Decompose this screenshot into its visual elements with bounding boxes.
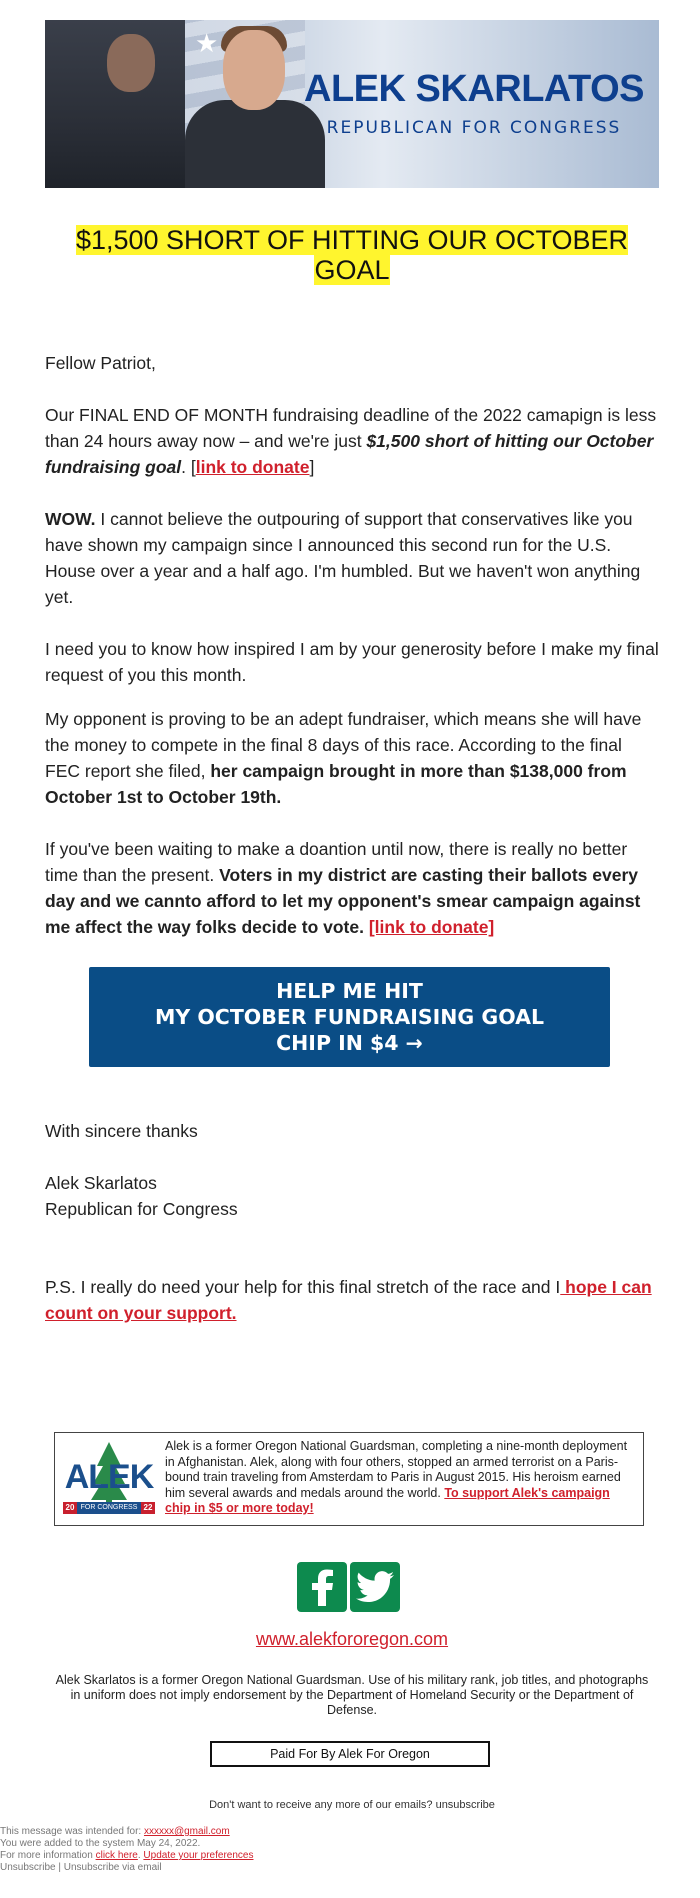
- twitter-button[interactable]: [350, 1562, 400, 1612]
- bio-link[interactable]: To support Alek's campaign chip in $5 or more today!: [165, 1485, 610, 1515]
- campaign-logo: [63, 1440, 155, 1520]
- voters-text: If you've been waiting to make a doantion until now, there is really no better time than the present.: [45, 839, 628, 885]
- headline: [45, 225, 659, 285]
- deadline-punct: . [: [181, 457, 196, 477]
- bio-text: [165, 1439, 635, 1517]
- deadline-emphasis: $1,500 short of hitting our October fundraising goal: [45, 431, 654, 477]
- disclaimer: Alek Skarlatos is a former Oregon National Guardsman. Use of his military rank, job titles, and photographs in uniform does not imply endorsement by the Department of Homeland Security or the Department of Defense.: [55, 1673, 649, 1717]
- star-icon: ★: [195, 28, 219, 58]
- unsubscribe-link[interactable]: Unsubscribe: [0, 1862, 56, 1873]
- signature-name: Alek Skarlatos: [45, 1173, 157, 1193]
- intended-email[interactable]: xxxxxx@gmail.com: [143, 1826, 230, 1837]
- website-link[interactable]: www.alekfororegon.com: [255, 1629, 449, 1649]
- headline-text: $1,500 SHORT OF HITTING OUR OCTOBER GOAL: [75, 225, 629, 285]
- donate-link-2[interactable]: [link to donate]: [368, 917, 495, 937]
- paragraph-voters: [45, 836, 659, 940]
- deadline-text: Our FINAL END OF MONTH fundraising deadline of the 2022 camapign is less than 24 hours away now – and we're just: [45, 405, 657, 451]
- paragraph-wow: [45, 506, 659, 610]
- banner-subtitle: REPUBLICAN FOR CONGRESS: [326, 118, 622, 138]
- postscript: [45, 1274, 659, 1326]
- ps-link[interactable]: hope I can count on your support.: [45, 1277, 652, 1323]
- signature-role: Republican for Congress: [45, 1199, 238, 1219]
- banner-title: ALEK SKARLATOS: [304, 68, 644, 110]
- more-info-line: [0, 1850, 700, 1862]
- paragraph-deadline: [45, 402, 659, 480]
- twitter-icon: [356, 1571, 394, 1603]
- donate-link[interactable]: link to donate: [195, 457, 310, 477]
- update-preferences-link[interactable]: Update your preferences: [143, 1850, 254, 1861]
- paid-for-box: Paid For By Alek For Oregon: [210, 1741, 490, 1767]
- cta-line-3: CHIP IN $4 →: [276, 1031, 423, 1055]
- unsubscribe-divider: |: [55, 1862, 64, 1873]
- closing: With sincere thanks: [45, 1121, 198, 1141]
- opponent-bold: her campaign brought in more than $138,000 from October 1st to October 19th.: [45, 761, 627, 807]
- unsubscribe-line: [0, 1862, 700, 1874]
- candidate-figure: [185, 100, 325, 188]
- added-line: You were added to the system May 24, 2022.: [0, 1838, 201, 1849]
- logo-mid: FOR CONGRESS: [80, 1504, 138, 1511]
- donate-button[interactable]: [89, 967, 610, 1067]
- facebook-icon: [307, 1568, 337, 1606]
- bio-body: Alek is a former Oregon National Guardsman, completing a nine-month deployment in Afghanistan. Alek, along with four others, stopped an armed terrorist on a Paris-bound train traveling from Amsterdam to Paris in August 2015. His heroism earned him several awards and medals around the world.: [165, 1439, 628, 1500]
- more-info-sep: .: [137, 1850, 144, 1861]
- bio-box: [54, 1432, 644, 1526]
- intended-line: [0, 1826, 700, 1838]
- logo-year-right: 22: [143, 1503, 153, 1512]
- greeting: Fellow Patriot,: [45, 353, 156, 373]
- paragraph-inspired: I need you to know how inspired I am by your generosity before I make my final request of you this month.: [45, 639, 659, 685]
- more-info-label: For more information: [0, 1850, 96, 1861]
- wow-text: I cannot believe the outpouring of support that conservatives like you have shown my campaign since I announced this second run for the U.S. House over a year and a half ago. I'm humbled. But we haven't won anything yet.: [45, 509, 641, 607]
- cta-line-2: MY OCTOBER FUNDRAISING GOAL: [154, 1005, 545, 1029]
- voters-bold: Voters in my district are casting their ballots every day and we cannto afford to let my opponent's smear campaign against me affect the way folks decide to vote.: [45, 865, 641, 937]
- logo-text: ALEK: [64, 1458, 154, 1496]
- click-here-link[interactable]: click here: [95, 1850, 138, 1861]
- deadline-close: ]: [309, 457, 315, 477]
- candidate-head: [223, 30, 285, 110]
- ps-text: P.S. I really do need your help for this final stretch of the race and I: [45, 1277, 561, 1297]
- cta-line-1: HELP ME HIT: [276, 979, 423, 1003]
- website-link-wrap: [45, 1629, 659, 1650]
- intended-label: This message was intended for:: [0, 1826, 144, 1837]
- paragraph-opponent: [45, 706, 659, 810]
- officer-head: [107, 34, 155, 92]
- header-banner: [45, 20, 659, 188]
- logo-year-left: 20: [65, 1503, 75, 1512]
- footer-meta: [0, 1826, 700, 1874]
- opponent-text: My opponent is proving to be an adept fundraiser, which means she will have the money to compete in the final 8 days of this race. According to the final FEC report she filed,: [45, 709, 642, 781]
- unsubscribe-text[interactable]: Don't want to receive any more of our emails? unsubscribe: [209, 1799, 495, 1811]
- wow-lead: WOW.: [45, 509, 96, 529]
- unsubscribe-email-link[interactable]: Unsubscribe via email: [63, 1862, 162, 1873]
- facebook-button[interactable]: [297, 1562, 347, 1612]
